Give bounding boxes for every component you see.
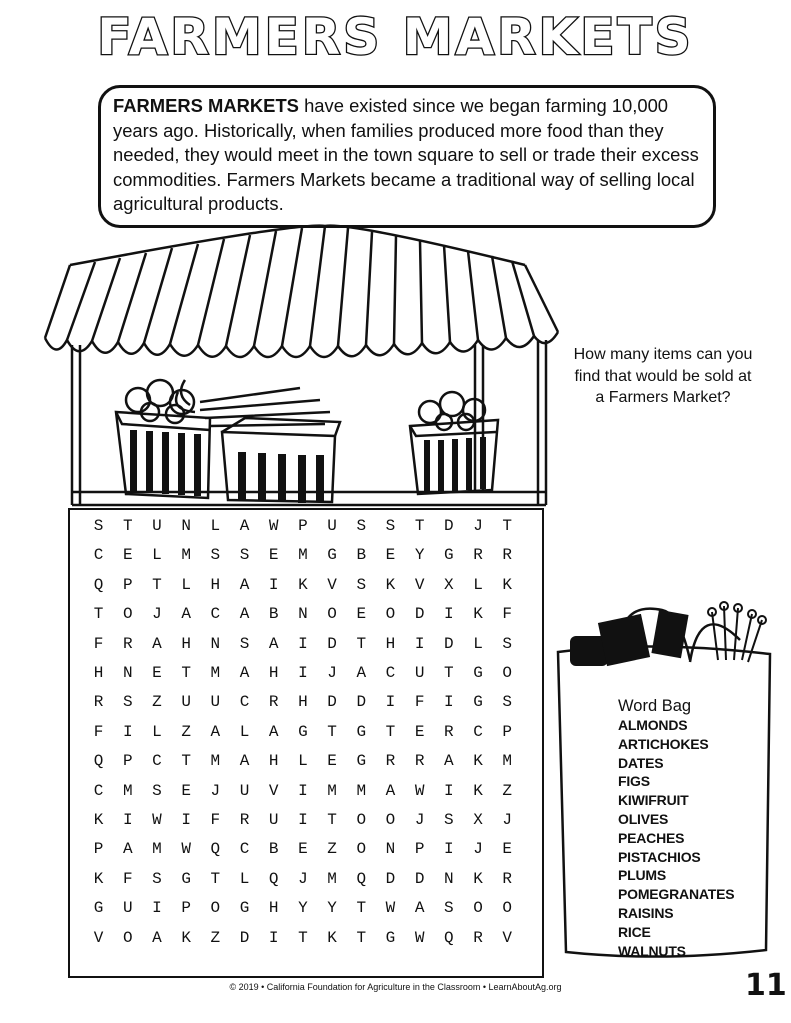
- grid-letter[interactable]: C: [239, 840, 250, 859]
- grid-letter[interactable]: A: [385, 781, 396, 800]
- grid-letter[interactable]: B: [268, 605, 279, 624]
- grid-letter[interactable]: W: [385, 899, 396, 918]
- grid-letter[interactable]: R: [444, 722, 454, 741]
- grid-letter[interactable]: A: [210, 722, 221, 741]
- grid-letter[interactable]: J: [414, 811, 425, 829]
- word-bag-item: DATES: [618, 754, 664, 771]
- grid-letter[interactable]: C: [385, 664, 396, 682]
- grid-letter[interactable]: T: [327, 722, 337, 741]
- grid-letter[interactable]: U: [181, 693, 191, 712]
- grid-letter[interactable]: Z: [327, 840, 337, 859]
- grid-letter[interactable]: A: [239, 752, 250, 771]
- grid-letter[interactable]: E: [181, 781, 191, 800]
- grid-letter[interactable]: H: [268, 664, 279, 682]
- grid-letter[interactable]: I: [444, 781, 454, 800]
- grid-letter[interactable]: A: [414, 899, 425, 918]
- grid-letter[interactable]: K: [502, 575, 513, 594]
- grid-letter[interactable]: C: [239, 693, 250, 712]
- grid-letter[interactable]: V: [502, 928, 513, 947]
- grid-letter[interactable]: M: [210, 664, 221, 682]
- grid-letter[interactable]: K: [181, 928, 191, 947]
- grid-letter[interactable]: H: [181, 634, 191, 653]
- grid-letter[interactable]: W: [414, 928, 425, 947]
- grid-letter[interactable]: Q: [210, 840, 221, 859]
- grid-letter[interactable]: O: [327, 605, 337, 624]
- grid-letter[interactable]: U: [268, 811, 279, 829]
- grid-letter[interactable]: X: [444, 575, 454, 594]
- grid-letter[interactable]: R: [239, 811, 250, 829]
- grid-letter[interactable]: T: [414, 517, 425, 535]
- word-bag-item: PISTACHIOS: [618, 848, 701, 865]
- grid-letter[interactable]: T: [444, 664, 454, 682]
- grid-letter[interactable]: K: [473, 781, 483, 800]
- grid-letter[interactable]: I: [298, 634, 308, 653]
- grid-letter[interactable]: J: [152, 605, 162, 624]
- grid-letter[interactable]: T: [327, 811, 337, 829]
- grid-letter[interactable]: T: [181, 752, 191, 771]
- grid-letter[interactable]: E: [502, 840, 513, 859]
- grid-letter[interactable]: Z: [181, 722, 191, 741]
- grid-letter[interactable]: N: [122, 664, 133, 682]
- grid-letter[interactable]: E: [298, 840, 308, 859]
- grid-letter[interactable]: R: [414, 752, 425, 771]
- grid-letter[interactable]: E: [414, 722, 425, 741]
- grid-letter[interactable]: D: [239, 928, 250, 947]
- word-bag-item: POMEGRANATES: [618, 886, 735, 903]
- grid-letter[interactable]: I: [122, 722, 133, 741]
- grid-letter[interactable]: O: [210, 899, 221, 918]
- grid-letter[interactable]: H: [93, 664, 104, 682]
- grid-letter[interactable]: A: [239, 517, 250, 535]
- grid-letter[interactable]: D: [444, 634, 454, 653]
- grid-letter[interactable]: T: [181, 664, 191, 682]
- grid-letter[interactable]: L: [181, 575, 191, 594]
- grid-letter[interactable]: H: [210, 575, 221, 594]
- grid-letter[interactable]: O: [502, 899, 513, 918]
- word-bag-item: ALMONDS: [618, 717, 688, 733]
- grid-letter[interactable]: P: [181, 899, 191, 918]
- grid-letter[interactable]: M: [181, 546, 191, 565]
- grid-letter[interactable]: E: [385, 546, 396, 565]
- word-bag-item: ARTICHOKES: [618, 735, 709, 752]
- grid-letter[interactable]: T: [385, 722, 396, 741]
- grid-letter[interactable]: J: [327, 664, 337, 682]
- grid-letter[interactable]: O: [385, 811, 396, 829]
- word-bag-item: PLUMS: [618, 867, 667, 884]
- grid-letter[interactable]: S: [152, 781, 162, 800]
- grid-letter[interactable]: Q: [93, 575, 104, 594]
- grid-letter[interactable]: J: [210, 781, 221, 800]
- grid-letter[interactable]: V: [268, 781, 279, 800]
- word-bag-item: WALNUTS: [618, 942, 686, 959]
- grid-letter[interactable]: A: [444, 752, 454, 771]
- grid-letter[interactable]: G: [239, 899, 250, 918]
- grid-letter[interactable]: A: [268, 634, 279, 653]
- grid-letter[interactable]: D: [414, 605, 425, 624]
- grid-letter[interactable]: O: [502, 664, 513, 682]
- grid-letter[interactable]: D: [356, 693, 367, 712]
- grid-letter[interactable]: N: [385, 840, 396, 859]
- grid-letter[interactable]: L: [473, 575, 483, 594]
- word-bag-item: RICE: [618, 923, 651, 940]
- grid-letter[interactable]: L: [239, 869, 250, 888]
- grid-letter[interactable]: G: [298, 722, 308, 741]
- grid-letter[interactable]: I: [444, 605, 454, 624]
- intro-body: have existed since we began farming 10,000 years ago. Historically, when families produced more food than they needed, they would meet in the town square to sell or trade their excess commodities. Farmers Markets became a traditional way of selling local agricultural products.: [113, 95, 699, 215]
- grid-letter[interactable]: N: [210, 634, 221, 653]
- grid-letter[interactable]: S: [444, 899, 454, 918]
- grid-letter[interactable]: J: [298, 869, 308, 888]
- word-bag-item: FIGS: [618, 773, 650, 790]
- grid-letter[interactable]: G: [385, 928, 396, 947]
- grid-letter[interactable]: R: [93, 693, 104, 712]
- grid-letter[interactable]: T: [356, 634, 367, 653]
- grid-letter[interactable]: L: [152, 722, 162, 741]
- grid-letter[interactable]: E: [327, 752, 337, 771]
- grid-letter[interactable]: W: [152, 811, 162, 829]
- grid-letter[interactable]: Q: [93, 752, 104, 771]
- grid-letter[interactable]: I: [268, 928, 279, 947]
- grid-letter[interactable]: W: [181, 840, 191, 859]
- grid-letter[interactable]: A: [122, 840, 133, 859]
- grid-letter[interactable]: E: [356, 605, 367, 624]
- grid-letter[interactable]: F: [93, 722, 104, 741]
- grid-letter[interactable]: F: [210, 811, 221, 829]
- grid-letter[interactable]: D: [444, 517, 454, 535]
- grid-letter[interactable]: H: [268, 752, 279, 771]
- grid-letter[interactable]: S: [122, 693, 133, 712]
- grid-letter[interactable]: S: [152, 869, 162, 888]
- grid-letter[interactable]: P: [414, 840, 425, 859]
- grid-letter[interactable]: I: [444, 693, 454, 712]
- grid-letter[interactable]: E: [268, 546, 279, 565]
- grid-letter[interactable]: L: [152, 546, 162, 565]
- grid-letter[interactable]: E: [122, 546, 133, 565]
- grid-letter[interactable]: I: [298, 781, 308, 800]
- grid-letter[interactable]: P: [298, 517, 308, 535]
- grid-letter[interactable]: K: [473, 869, 483, 888]
- grid-letter[interactable]: D: [327, 634, 337, 653]
- grid-letter[interactable]: F: [93, 634, 104, 653]
- grid-letter[interactable]: Y: [298, 899, 308, 918]
- word-bag-list: [618, 696, 758, 960]
- grid-letter[interactable]: S: [239, 634, 250, 653]
- grid-letter[interactable]: L: [210, 517, 221, 535]
- page-number: 11: [745, 968, 787, 1003]
- grid-letter[interactable]: S: [356, 517, 367, 535]
- grid-letter[interactable]: M: [122, 781, 133, 800]
- grid-letter[interactable]: Y: [414, 546, 425, 565]
- grid-letter[interactable]: T: [356, 899, 367, 918]
- grid-letter[interactable]: G: [181, 869, 191, 888]
- grid-letter[interactable]: U: [327, 517, 337, 535]
- grid-letter[interactable]: L: [239, 722, 250, 741]
- grid-letter[interactable]: K: [473, 752, 483, 771]
- grid-letter[interactable]: S: [444, 811, 454, 829]
- grid-letter[interactable]: O: [356, 840, 367, 859]
- grid-letter[interactable]: G: [444, 546, 454, 565]
- grid-letter[interactable]: B: [268, 840, 279, 859]
- grid-letter[interactable]: M: [327, 781, 337, 800]
- grid-letter[interactable]: T: [93, 605, 104, 624]
- grid-letter[interactable]: P: [122, 575, 133, 594]
- grid-letter[interactable]: S: [239, 546, 250, 565]
- grid-letter[interactable]: X: [473, 811, 483, 829]
- grid-letter[interactable]: J: [502, 811, 513, 829]
- grid-letter[interactable]: C: [93, 546, 104, 565]
- grid-letter[interactable]: O: [122, 928, 133, 947]
- grid-letter[interactable]: R: [473, 928, 483, 947]
- grid-letter[interactable]: U: [239, 781, 250, 800]
- grid-letter[interactable]: K: [385, 575, 396, 594]
- grid-letter[interactable]: H: [268, 899, 279, 918]
- grid-letter[interactable]: S: [385, 517, 396, 535]
- grid-letter[interactable]: M: [210, 752, 221, 771]
- grid-letter[interactable]: V: [414, 575, 425, 594]
- word-bag-item: PEACHES: [618, 829, 685, 846]
- grid-letter[interactable]: A: [356, 664, 367, 682]
- grid-letter[interactable]: A: [268, 722, 279, 741]
- grid-letter[interactable]: T: [356, 928, 367, 947]
- grid-letter[interactable]: O: [473, 899, 483, 918]
- word-bag-item: RAISINS: [618, 904, 674, 921]
- grid-letter[interactable]: M: [298, 546, 308, 565]
- grid-letter[interactable]: I: [298, 811, 308, 829]
- grid-letter[interactable]: R: [473, 546, 483, 565]
- grid-letter[interactable]: C: [152, 752, 162, 771]
- intro-lead: FARMERS MARKETS: [113, 95, 299, 116]
- grid-letter[interactable]: C: [473, 722, 483, 741]
- grid-letter[interactable]: G: [473, 664, 483, 682]
- grid-letter[interactable]: Z: [502, 781, 513, 800]
- grid-letter[interactable]: R: [122, 634, 133, 653]
- grid-letter[interactable]: U: [122, 899, 133, 918]
- page-title: FARMERS MARKETS: [97, 8, 694, 66]
- grid-letter[interactable]: U: [210, 693, 221, 712]
- grid-letter[interactable]: Y: [327, 899, 337, 918]
- grid-letter[interactable]: R: [268, 693, 279, 712]
- grid-letter[interactable]: T: [298, 928, 308, 947]
- grid-letter[interactable]: R: [502, 546, 513, 565]
- grid-letter[interactable]: B: [356, 546, 367, 565]
- grid-letter[interactable]: A: [152, 928, 162, 947]
- grid-letter[interactable]: M: [327, 869, 337, 888]
- grid-letter[interactable]: S: [356, 575, 367, 594]
- grid-letter[interactable]: S: [93, 517, 104, 535]
- grid-letter[interactable]: A: [239, 575, 250, 594]
- grid-letter[interactable]: Q: [444, 928, 454, 947]
- grid-letter[interactable]: S: [502, 634, 513, 653]
- grid-letter[interactable]: G: [327, 546, 337, 565]
- grid-letter[interactable]: N: [181, 517, 191, 535]
- word-bag-title: Word Bag: [618, 697, 692, 715]
- grid-letter[interactable]: I: [268, 575, 279, 594]
- footer-credit: © 2019 • California Foundation for Agriculture in the Classroom • LearnAboutAg.org: [229, 982, 562, 992]
- grid-letter[interactable]: L: [473, 634, 483, 653]
- question-text: How many items can you find that would be sold at a Farmers Market?: [573, 346, 753, 406]
- grid-letter[interactable]: V: [327, 575, 337, 594]
- grid-letter[interactable]: A: [239, 605, 250, 624]
- grid-letter[interactable]: C: [93, 781, 104, 800]
- grid-letter[interactable]: I: [298, 664, 308, 682]
- grid-letter[interactable]: T: [122, 517, 133, 535]
- grid-letter[interactable]: F: [502, 605, 513, 624]
- grid-letter[interactable]: R: [502, 869, 513, 888]
- grid-letter[interactable]: P: [122, 752, 133, 771]
- grid-letter[interactable]: G: [473, 693, 483, 712]
- grid-letter[interactable]: U: [152, 517, 162, 535]
- grid-letter[interactable]: K: [473, 605, 483, 624]
- word-bag-item: KIWIFRUIT: [618, 792, 689, 809]
- grid-letter[interactable]: V: [93, 928, 104, 947]
- grid-letter[interactable]: A: [239, 664, 250, 682]
- word-bag-item: OLIVES: [618, 810, 669, 827]
- grid-letter[interactable]: F: [414, 693, 425, 712]
- grid-letter[interactable]: I: [181, 811, 191, 829]
- grid-letter[interactable]: N: [444, 869, 454, 888]
- grid-letter[interactable]: O: [356, 811, 367, 829]
- grid-letter[interactable]: Z: [210, 928, 221, 947]
- grid-letter[interactable]: S: [502, 693, 513, 712]
- grid-letter[interactable]: R: [385, 752, 396, 771]
- grid-letter[interactable]: K: [93, 811, 104, 829]
- grid-letter[interactable]: O: [122, 605, 133, 624]
- grid-letter[interactable]: I: [444, 840, 454, 859]
- grid-letter[interactable]: G: [356, 752, 367, 771]
- grid-letter[interactable]: A: [152, 634, 162, 653]
- grid-letter[interactable]: P: [93, 840, 104, 859]
- grid-letter[interactable]: T: [502, 517, 513, 535]
- grid-letter[interactable]: I: [152, 899, 162, 918]
- grid-letter[interactable]: G: [356, 722, 367, 741]
- grid-letter[interactable]: Q: [356, 869, 367, 888]
- grid-letter[interactable]: P: [502, 722, 513, 741]
- grid-letter[interactable]: I: [122, 811, 133, 829]
- grid-letter[interactable]: C: [210, 605, 221, 624]
- grid-letter[interactable]: T: [210, 869, 221, 888]
- grid-letter[interactable]: S: [210, 546, 221, 565]
- grid-letter[interactable]: A: [181, 605, 191, 624]
- grid-letter[interactable]: G: [93, 899, 104, 918]
- grid-letter[interactable]: K: [93, 869, 104, 888]
- grid-letter[interactable]: I: [414, 634, 425, 653]
- grid-letter[interactable]: F: [122, 869, 133, 888]
- grid-letter[interactable]: E: [152, 664, 162, 682]
- grid-letter[interactable]: Q: [268, 869, 279, 888]
- grid-letter[interactable]: D: [414, 869, 425, 888]
- grid-letter[interactable]: J: [473, 517, 483, 535]
- grid-letter[interactable]: K: [298, 575, 308, 594]
- grid-letter[interactable]: D: [327, 693, 337, 712]
- grid-letter[interactable]: M: [152, 840, 162, 859]
- grid-letter[interactable]: U: [414, 664, 425, 682]
- grid-letter[interactable]: Z: [152, 693, 162, 712]
- grid-letter[interactable]: T: [152, 575, 162, 594]
- grid-letter[interactable]: M: [356, 781, 367, 800]
- grid-letter[interactable]: J: [473, 840, 483, 859]
- grid-letter[interactable]: O: [385, 605, 396, 624]
- grid-letter[interactable]: W: [268, 517, 279, 535]
- grid-letter[interactable]: W: [414, 781, 425, 800]
- grid-letter[interactable]: N: [298, 605, 308, 624]
- grid-letter[interactable]: M: [502, 752, 513, 771]
- grid-letter[interactable]: I: [385, 693, 396, 712]
- grid-letter[interactable]: D: [385, 869, 396, 888]
- grid-letter[interactable]: H: [298, 693, 308, 712]
- grid-letter[interactable]: K: [327, 928, 337, 947]
- grid-letter[interactable]: H: [385, 634, 396, 653]
- grid-letter[interactable]: L: [298, 752, 308, 771]
